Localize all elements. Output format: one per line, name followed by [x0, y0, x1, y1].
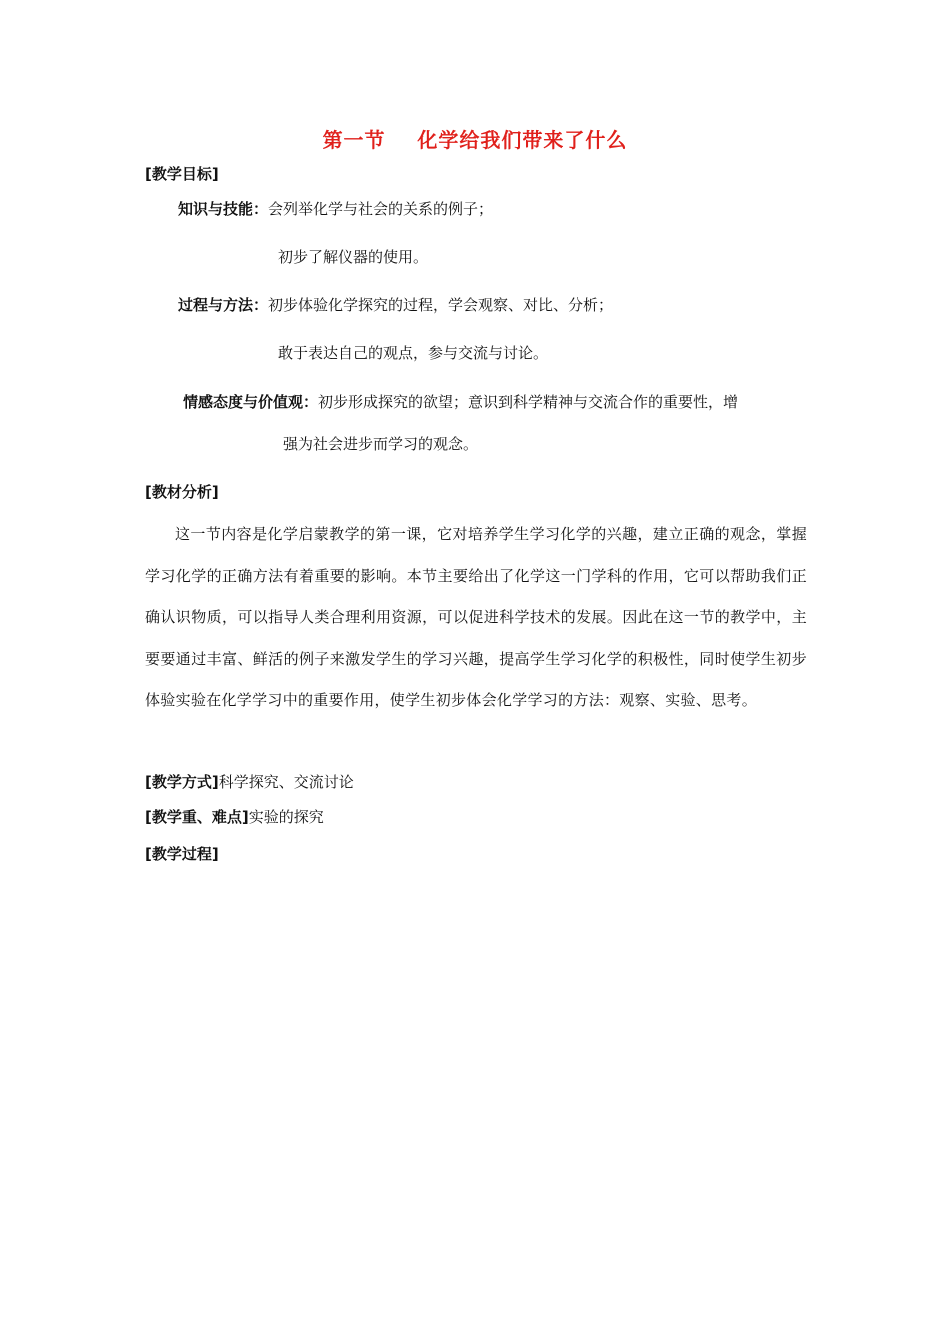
- knowledge-skills-row: [178, 198, 493, 220]
- key-points-value: 实验的探究: [248, 808, 324, 826]
- emotion-values-text: 初步形成探究的欲望；意识到科学精神与交流合作的重要性，增: [318, 393, 739, 411]
- key-points-row: [145, 806, 324, 828]
- process-methods-row: [178, 294, 613, 316]
- analysis-heading: [教材分析]: [145, 483, 219, 501]
- objectives-heading: [教学目标]: [145, 165, 219, 183]
- teaching-method-label: [教学方式]: [145, 773, 219, 791]
- teaching-method-value: 科学探究、交流讨论: [218, 773, 354, 791]
- process-methods-text: 初步体验化学探究的过程，学会观察、对比、分析；: [268, 296, 614, 314]
- emotion-values-line2: 强为社会进步而学习的观念。: [283, 435, 479, 453]
- emotion-values-label: 情感态度与价值观：: [183, 393, 319, 411]
- knowledge-skills-label: 知识与技能：: [178, 200, 269, 218]
- teaching-method-row: [145, 771, 354, 793]
- analysis-paragraph: 这一节内容是化学启蒙教学的第一课，它对培养学生学习化学的兴趣，建立正确的观念，掌握学习化学的正确方法有着重要的影响。本节主要给出了化学这一门学科的作用，它可以帮助我们正确认识物质，可以指导人类合理利用资源，可以促进科学技术的发展。因此在这一节的教学中，主要要通过丰富、鲜活的例子来激发学生的学习兴趣，提高学生学习化学的积极性，同时使学生初步体验实验在化学学习中的重要作用，使学生初步体会化学学习的方法：观察、实验、思考。: [145, 525, 807, 710]
- process-methods-line2: 敢于表达自己的观点，参与交流与讨论。: [278, 344, 549, 362]
- key-points-label: [教学重、难点]: [145, 808, 249, 826]
- knowledge-skills-line2: 初步了解仪器的使用。: [278, 248, 429, 266]
- knowledge-skills-text: 会列举化学与社会的关系的例子；: [268, 200, 494, 218]
- teaching-process-heading: [教学过程]: [145, 845, 219, 863]
- process-methods-label: 过程与方法：: [178, 296, 269, 314]
- emotion-values-row: [183, 391, 738, 413]
- document-title: 第一节 化学给我们带来了什么: [322, 128, 628, 152]
